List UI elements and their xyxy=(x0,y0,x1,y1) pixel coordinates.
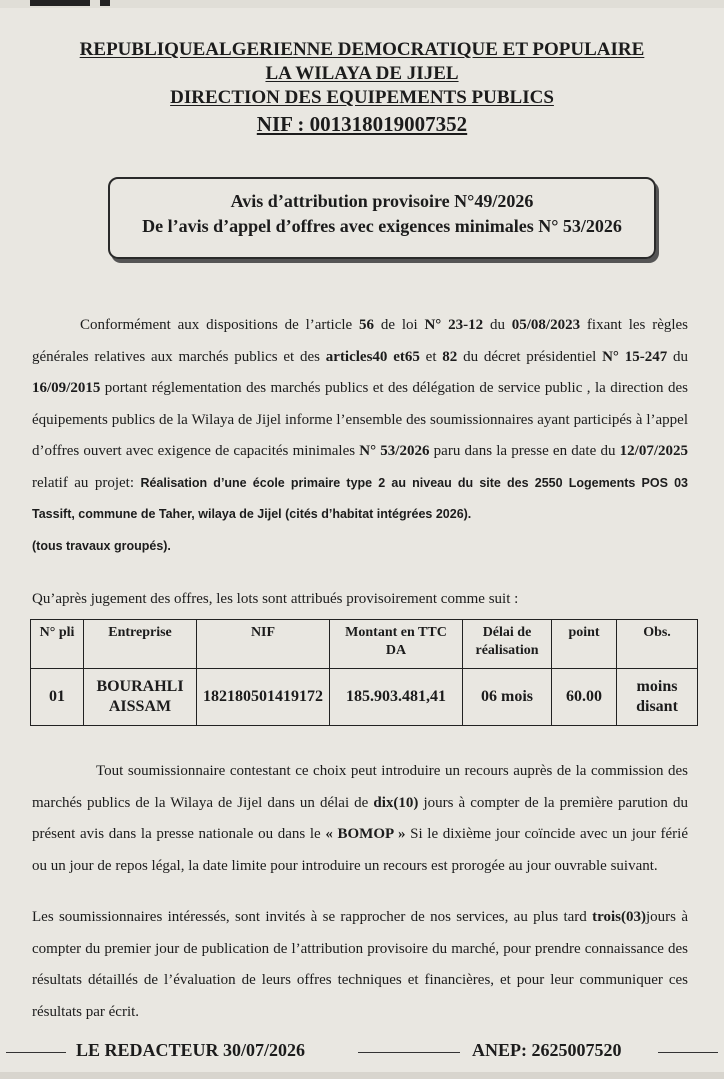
notice-title-line2: De l’avis d’appel d’offres avec exigences minimales N° 53/2026 xyxy=(142,216,622,236)
col-obs: Obs. xyxy=(617,620,698,669)
col-nif: NIF xyxy=(197,620,330,669)
cell-obs: moins disant xyxy=(617,669,698,726)
header-wilaya: LA WILAYA DE JIJEL xyxy=(265,63,459,84)
notice-title-line1: Avis d’attribution provisoire N°49/2026 xyxy=(230,191,534,211)
cell-point: 60.00 xyxy=(552,669,617,726)
cell-nif: 182180501419172 xyxy=(197,669,330,726)
table-header-row xyxy=(31,620,698,669)
document-header xyxy=(0,38,724,138)
notice-title-box xyxy=(108,177,656,259)
footer-rule-right xyxy=(658,1052,718,1053)
footer-rule-left xyxy=(6,1052,66,1053)
top-edge xyxy=(0,0,724,8)
table-row xyxy=(31,669,698,726)
project-grouped: (tous travaux groupés). xyxy=(32,538,171,553)
document-footer xyxy=(0,1040,724,1066)
attribution-table xyxy=(30,619,698,726)
col-montant: Montant en TTC DA xyxy=(330,620,463,669)
col-point: point xyxy=(552,620,617,669)
cell-montant: 185.903.481,41 xyxy=(330,669,463,726)
lots-intro: Qu’après jugement des offres, les lots sont attribués provisoirement comme suit : xyxy=(32,591,519,607)
footer-anep: ANEP: 2625007520 xyxy=(472,1040,622,1060)
col-delai: Délai de réalisation xyxy=(463,620,552,669)
paragraph-resultats: Les soumissionnaires intéressés, sont invités à se rapprocher de nos services, au plus tard trois(03)jours à compter du premier jour de publication de l’attribution provisoire du marché, pour prendre connaissance des résultats détaillés de l’évaluation de leurs offres techniques et financières, et pour leur communiquer ces résultats par écrit. xyxy=(32,909,688,1020)
footer-rule-middle xyxy=(358,1052,460,1053)
header-nif: NIF : 001318019007352 xyxy=(256,112,468,136)
project-name: Réalisation d’une école primaire type 2 au niveau du site des 2550 Logements POS 03 Tassift, commune de Taher, wilaya de Jijel (cités d’habitat intégrées 2026). xyxy=(32,475,689,521)
footer-redacteur: LE REDACTEUR 30/07/2026 xyxy=(76,1040,306,1060)
col-pli: N° pli xyxy=(31,620,84,669)
paragraph-recours: Tout soumissionnaire contestant ce choix peut introduire un recours auprès de la commission des marchés publics de la Wilaya de Jijel dans un délai de dix(10) jours à compter de la première parution du présent avis dans la presse nationale ou dans le « BOMOP » Si le dixième jour coïncide avec un jour férié ou un jour de repos légal, la date limite pour introduire un recours est prorogée au jour ouvrable suivant. xyxy=(32,763,688,874)
bottom-edge xyxy=(0,1072,724,1079)
cell-delai: 06 mois xyxy=(463,669,552,726)
cell-entreprise: BOURAHLI AISSAM xyxy=(84,669,197,726)
header-republic: REPUBLIQUEALGERIENNE DEMOCRATIQUE ET POPULAIRE xyxy=(79,39,645,60)
paragraph-intro: Conformément aux dispositions de l’article 56 de loi N° 23-12 du 05/08/2023 fixant les règles générales relatives aux marchés publics et des articles40 et65 et 82 du décret présidentiel N° 15-247 du 16/09/2015 portant réglementation des marchés publics et des délégation de service public , la direction des équipements publics de la Wilaya de Jijel informe l’ensemble des soumissionnaires ayant participés à l’appel d’offres ouvert avec exigence de capacités minimales N° 53/2026 paru dans la presse en date du 12/07/2025 relatif au projet: Réalisation d’une école primaire type 2 au niveau du site des 2550 Logements POS 03 Tassift, commune de Taher, wilaya de Jijel (cités d’habitat intégrées 2026). (tous travaux groupés). xyxy=(32,317,689,553)
header-direction: DIRECTION DES EQUIPEMENTS PUBLICS xyxy=(170,87,554,108)
cell-pli: 01 xyxy=(31,669,84,726)
col-entreprise: Entreprise xyxy=(84,620,197,669)
